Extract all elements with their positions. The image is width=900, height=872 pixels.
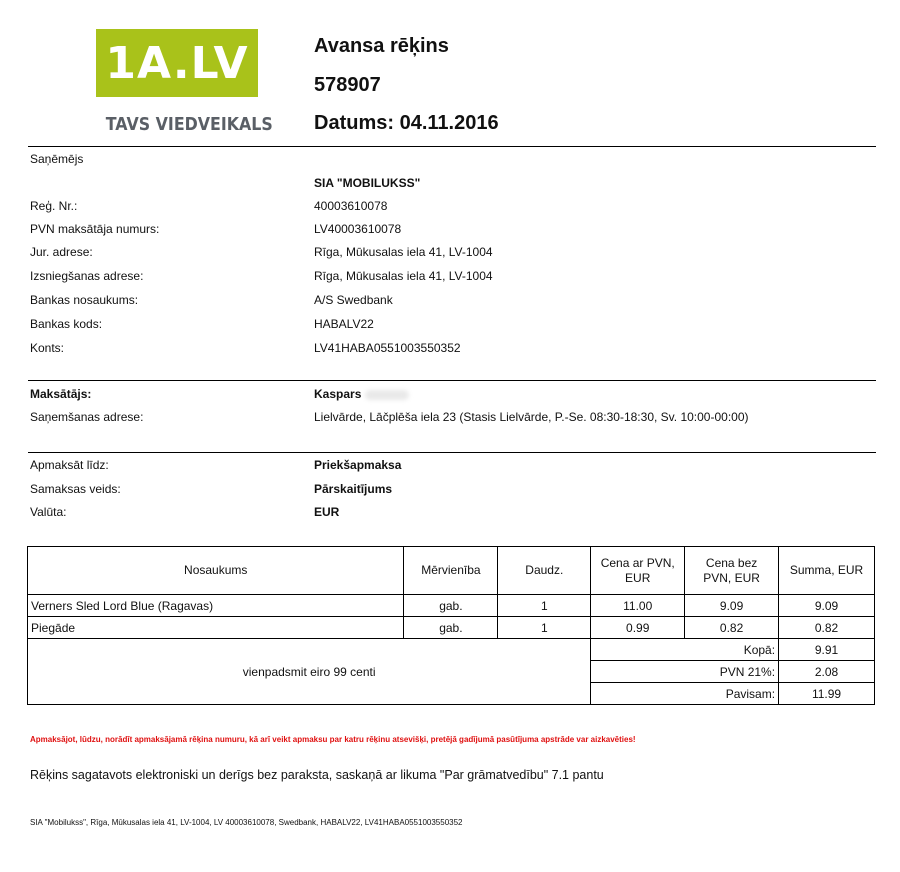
col-header-name: Nosaukums bbox=[28, 547, 404, 595]
payer-label: Maksātājs: bbox=[30, 387, 92, 401]
divider bbox=[28, 452, 876, 453]
account-label: Konts: bbox=[30, 341, 65, 355]
payment-method-label: Samaksas veids: bbox=[30, 482, 121, 496]
table-row bbox=[28, 595, 875, 617]
col-header-price-novat: Cena bez PVN, EUR bbox=[685, 547, 779, 595]
currency-label: Valūta: bbox=[30, 505, 67, 519]
redacted-surname bbox=[365, 390, 409, 400]
issue-address-label: Izsniegšanas adrese: bbox=[30, 269, 144, 283]
reg-nr-value: 40003610078 bbox=[314, 199, 388, 213]
brand-logo bbox=[96, 29, 258, 97]
items-table bbox=[27, 546, 875, 705]
invoice-number: 578907 bbox=[314, 74, 381, 96]
col-header-qty: Daudz. bbox=[498, 547, 591, 595]
bank-name-value: A/S Swedbank bbox=[314, 293, 393, 307]
bank-code-label: Bankas kods: bbox=[30, 317, 103, 331]
electronic-invoice-note: Rēķins sagatavots elektroniski un derīgs bez paraksta, saskaņā ar likuma "Par grāmatvedību" 7.1 pantu bbox=[30, 768, 604, 782]
document-title: Avansa rēķins bbox=[314, 35, 449, 57]
pay-until-value: Priekšapmaksa bbox=[314, 458, 402, 472]
payment-warning: Apmaksājot, lūdzu, norādīt apmaksājamā rēķina numuru, kā arī veikt apmaksu par katru rēķinu atsevišķi, pretējā gadījumā pasūtījuma apstrāde var aizkavēties! bbox=[30, 735, 636, 744]
subtotal-value: 9.91 bbox=[779, 639, 875, 661]
recipient-name: SIA "MOBILUKSS" bbox=[314, 176, 421, 190]
bank-code-value: HABALV22 bbox=[314, 317, 374, 331]
divider bbox=[28, 380, 876, 381]
vat-number-value: LV40003610078 bbox=[314, 222, 402, 236]
total-row bbox=[28, 639, 875, 661]
col-header-price-vat: Cena ar PVN, EUR bbox=[591, 547, 685, 595]
issue-address-value: Rīga, Mūkusalas iela 41, LV-1004 bbox=[314, 269, 493, 283]
item-price-vat: 0.99 bbox=[591, 617, 685, 639]
company-footer: SIA "Mobilukss", Rīga, Mūkusalas iela 41, LV-1004, LV 40003610078, Swedbank, HABALV22, LV41HABA0551003550352 bbox=[30, 818, 463, 827]
table-row bbox=[28, 617, 875, 639]
item-qty: 1 bbox=[498, 595, 591, 617]
grand-total-label: Pavisam: bbox=[591, 683, 779, 705]
account-value: LV41HABA0551003550352 bbox=[314, 341, 461, 355]
col-header-unit: Mērvienība bbox=[404, 547, 498, 595]
item-sum: 9.09 bbox=[779, 595, 875, 617]
bank-name-label: Bankas nosaukums: bbox=[30, 293, 139, 307]
payer-name: Kaspars bbox=[314, 387, 409, 401]
grand-total-value: 11.99 bbox=[779, 683, 875, 705]
payment-method-value: Pārskaitījums bbox=[314, 482, 393, 496]
vat-number-label: PVN maksātāja numurs: bbox=[30, 222, 160, 236]
vat-total-value: 2.08 bbox=[779, 661, 875, 683]
item-name: Piegāde bbox=[28, 617, 404, 639]
legal-address-value: Rīga, Mūkusalas iela 41, LV-1004 bbox=[314, 245, 493, 259]
currency-value: EUR bbox=[314, 505, 340, 519]
recipient-section-label: Saņēmējs bbox=[30, 152, 84, 166]
item-sum: 0.82 bbox=[779, 617, 875, 639]
item-price-novat: 0.82 bbox=[685, 617, 779, 639]
subtotal-label: Kopā: bbox=[591, 639, 779, 661]
pay-until-label: Apmaksāt līdz: bbox=[30, 458, 109, 472]
amount-in-words: vienpadsmit eiro 99 centi bbox=[28, 639, 591, 705]
legal-address-label: Jur. adrese: bbox=[30, 245, 93, 259]
divider bbox=[28, 146, 876, 147]
item-price-novat: 9.09 bbox=[685, 595, 779, 617]
reg-nr-label: Reģ. Nr.: bbox=[30, 199, 78, 213]
delivery-address-value: Lielvārde, Lāčplēša iela 23 (Stasis Lielvārde, P.-Se. 08:30-18:30, Sv. 10:00-00:00) bbox=[314, 410, 749, 424]
item-price-vat: 11.00 bbox=[591, 595, 685, 617]
item-name: Verners Sled Lord Blue (Ragavas) bbox=[28, 595, 404, 617]
table-header-row bbox=[28, 547, 875, 595]
delivery-address-label: Saņemšanas adrese: bbox=[30, 410, 144, 424]
col-header-sum: Summa, EUR bbox=[779, 547, 875, 595]
item-unit: gab. bbox=[404, 595, 498, 617]
invoice-date: Datums: 04.11.2016 bbox=[314, 112, 499, 134]
item-unit: gab. bbox=[404, 617, 498, 639]
logo-tagline: TAVS VIEDVEIKALS bbox=[105, 114, 273, 135]
logo-text: 1A.LV bbox=[105, 37, 249, 89]
item-qty: 1 bbox=[498, 617, 591, 639]
vat-total-label: PVN 21%: bbox=[591, 661, 779, 683]
